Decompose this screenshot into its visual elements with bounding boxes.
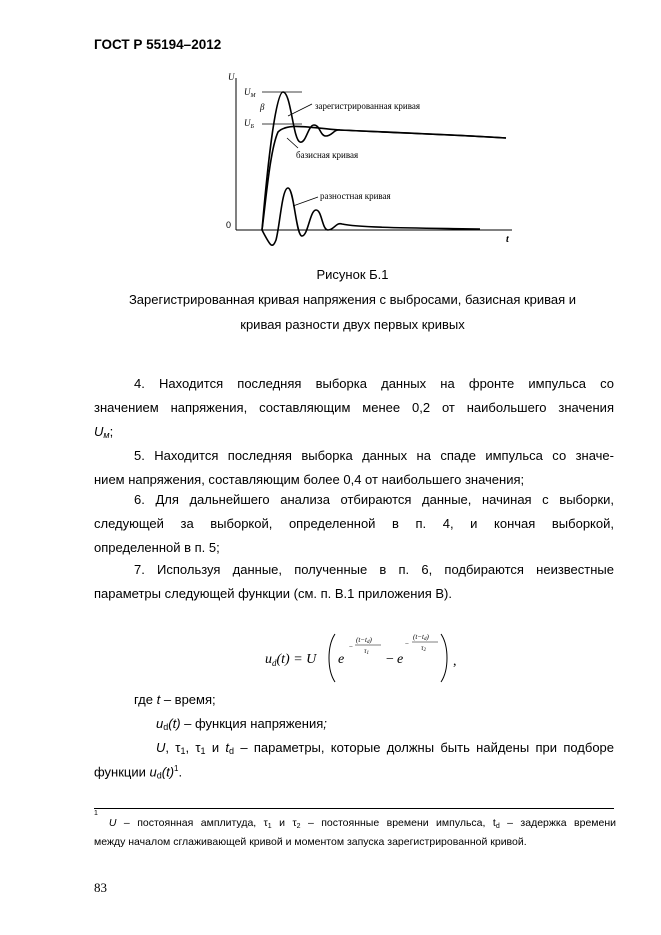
- svg-text:(t−td): (t−td): [356, 636, 372, 645]
- paragraph-4-line2: значением напряжения, составляющим менее 0,2 от наибольшего значения: [94, 400, 614, 415]
- svg-text:τ1: τ1: [364, 647, 370, 656]
- paragraph-6-line2: следующей за выборкой, определенной в п. 4, и кончая выборкой,: [94, 516, 614, 531]
- svg-text:(t−td): (t−td): [413, 633, 429, 642]
- footnote-line1: U – постоянная амплитуда, τ1 и τ2 – постоянные времени импульса, td – задержка времени: [108, 817, 617, 830]
- paragraph-7: [94, 558, 614, 606]
- paragraph-4-line1: 4. Находится последняя выборка данных на фронте импульса со: [134, 376, 614, 391]
- um-label: $U_М$: [244, 87, 256, 99]
- paragraph-7-line2: параметры следующей функции (см. п. В.1 приложения В).: [94, 586, 452, 601]
- svg-text:e: e: [338, 652, 345, 667]
- ub-label: $U_Б$: [244, 118, 255, 130]
- paragraph-4-line3: Uм;: [94, 424, 114, 440]
- difference-curve-label: разностная кривая: [320, 191, 391, 201]
- definition-t: где t – время;: [134, 692, 216, 707]
- page-number: 83: [94, 880, 107, 895]
- footnote-mark: 1: [94, 810, 98, 817]
- paragraph-5-line1: 5. Находится последняя выборка данных на спаде импульса со значе-: [134, 448, 614, 463]
- waveform-figure: [0, 0, 661, 270]
- axis-x-label: t: [506, 234, 509, 245]
- paragraph-6-line1: 6. Для дальнейшего анализа отбираются данные, начиная с выборки,: [134, 492, 614, 507]
- beta-label: β: [260, 102, 265, 112]
- svg-text:,: ,: [453, 654, 457, 669]
- right-paren: [441, 634, 447, 682]
- paragraph-5: [94, 444, 614, 492]
- zero-label: 0: [226, 220, 232, 230]
- equation: [265, 628, 465, 686]
- figure-title: Рисунок Б.1: [316, 267, 389, 282]
- axis-y-label: U: [228, 72, 235, 82]
- registered-curve-label: зарегистрированная кривая: [315, 101, 421, 111]
- paragraph-4: [94, 372, 614, 447]
- svg-text:−: −: [405, 640, 409, 648]
- registered-curve: [262, 92, 506, 230]
- paragraph-6: [94, 488, 614, 560]
- leader-difference: [293, 197, 318, 206]
- svg-text:−: −: [349, 643, 353, 651]
- definition-params-line2: функции $ud(t)^1$.: [94, 764, 183, 781]
- footnote-line2: между началом сглаживающей кривой и моментом запуска зарегистрированной кривой.: [94, 836, 527, 848]
- figure-caption-line1: Зарегистрированная кривая напряжения с выбросами, базисная кривая и: [128, 292, 577, 307]
- paragraph-5-line2: нием напряжения, составляющим более 0,4 от наибольшего значения;: [94, 472, 525, 487]
- leader-base: [287, 138, 298, 148]
- paragraph-6-line3: определенной в п. 5;: [94, 540, 220, 555]
- figure-caption-line2: кривая разности двух первых кривых: [240, 317, 465, 332]
- svg-text:e: e: [397, 652, 404, 667]
- leader-registered: [288, 104, 312, 116]
- definition-params-line1: U, τ1, τ1 и td – параметры, которые должны быть найдены при подборе: [156, 740, 615, 756]
- document-header: ГОСТ Р 55194–2012: [94, 37, 222, 52]
- svg-text:−: −: [386, 652, 394, 667]
- base-curve-label: базисная кривая: [296, 150, 359, 160]
- svg-text:τ2: τ2: [421, 644, 427, 653]
- paragraph-7-line1: 7. Используя данные, полученные в п. 6, подбираются неизвестные: [134, 562, 614, 577]
- svg-text:ud(t) = U: $u_d(t) = U$: [265, 652, 317, 668]
- left-paren: [329, 634, 335, 682]
- definition-ud: ud(t) – функция напряжения;: [156, 716, 327, 732]
